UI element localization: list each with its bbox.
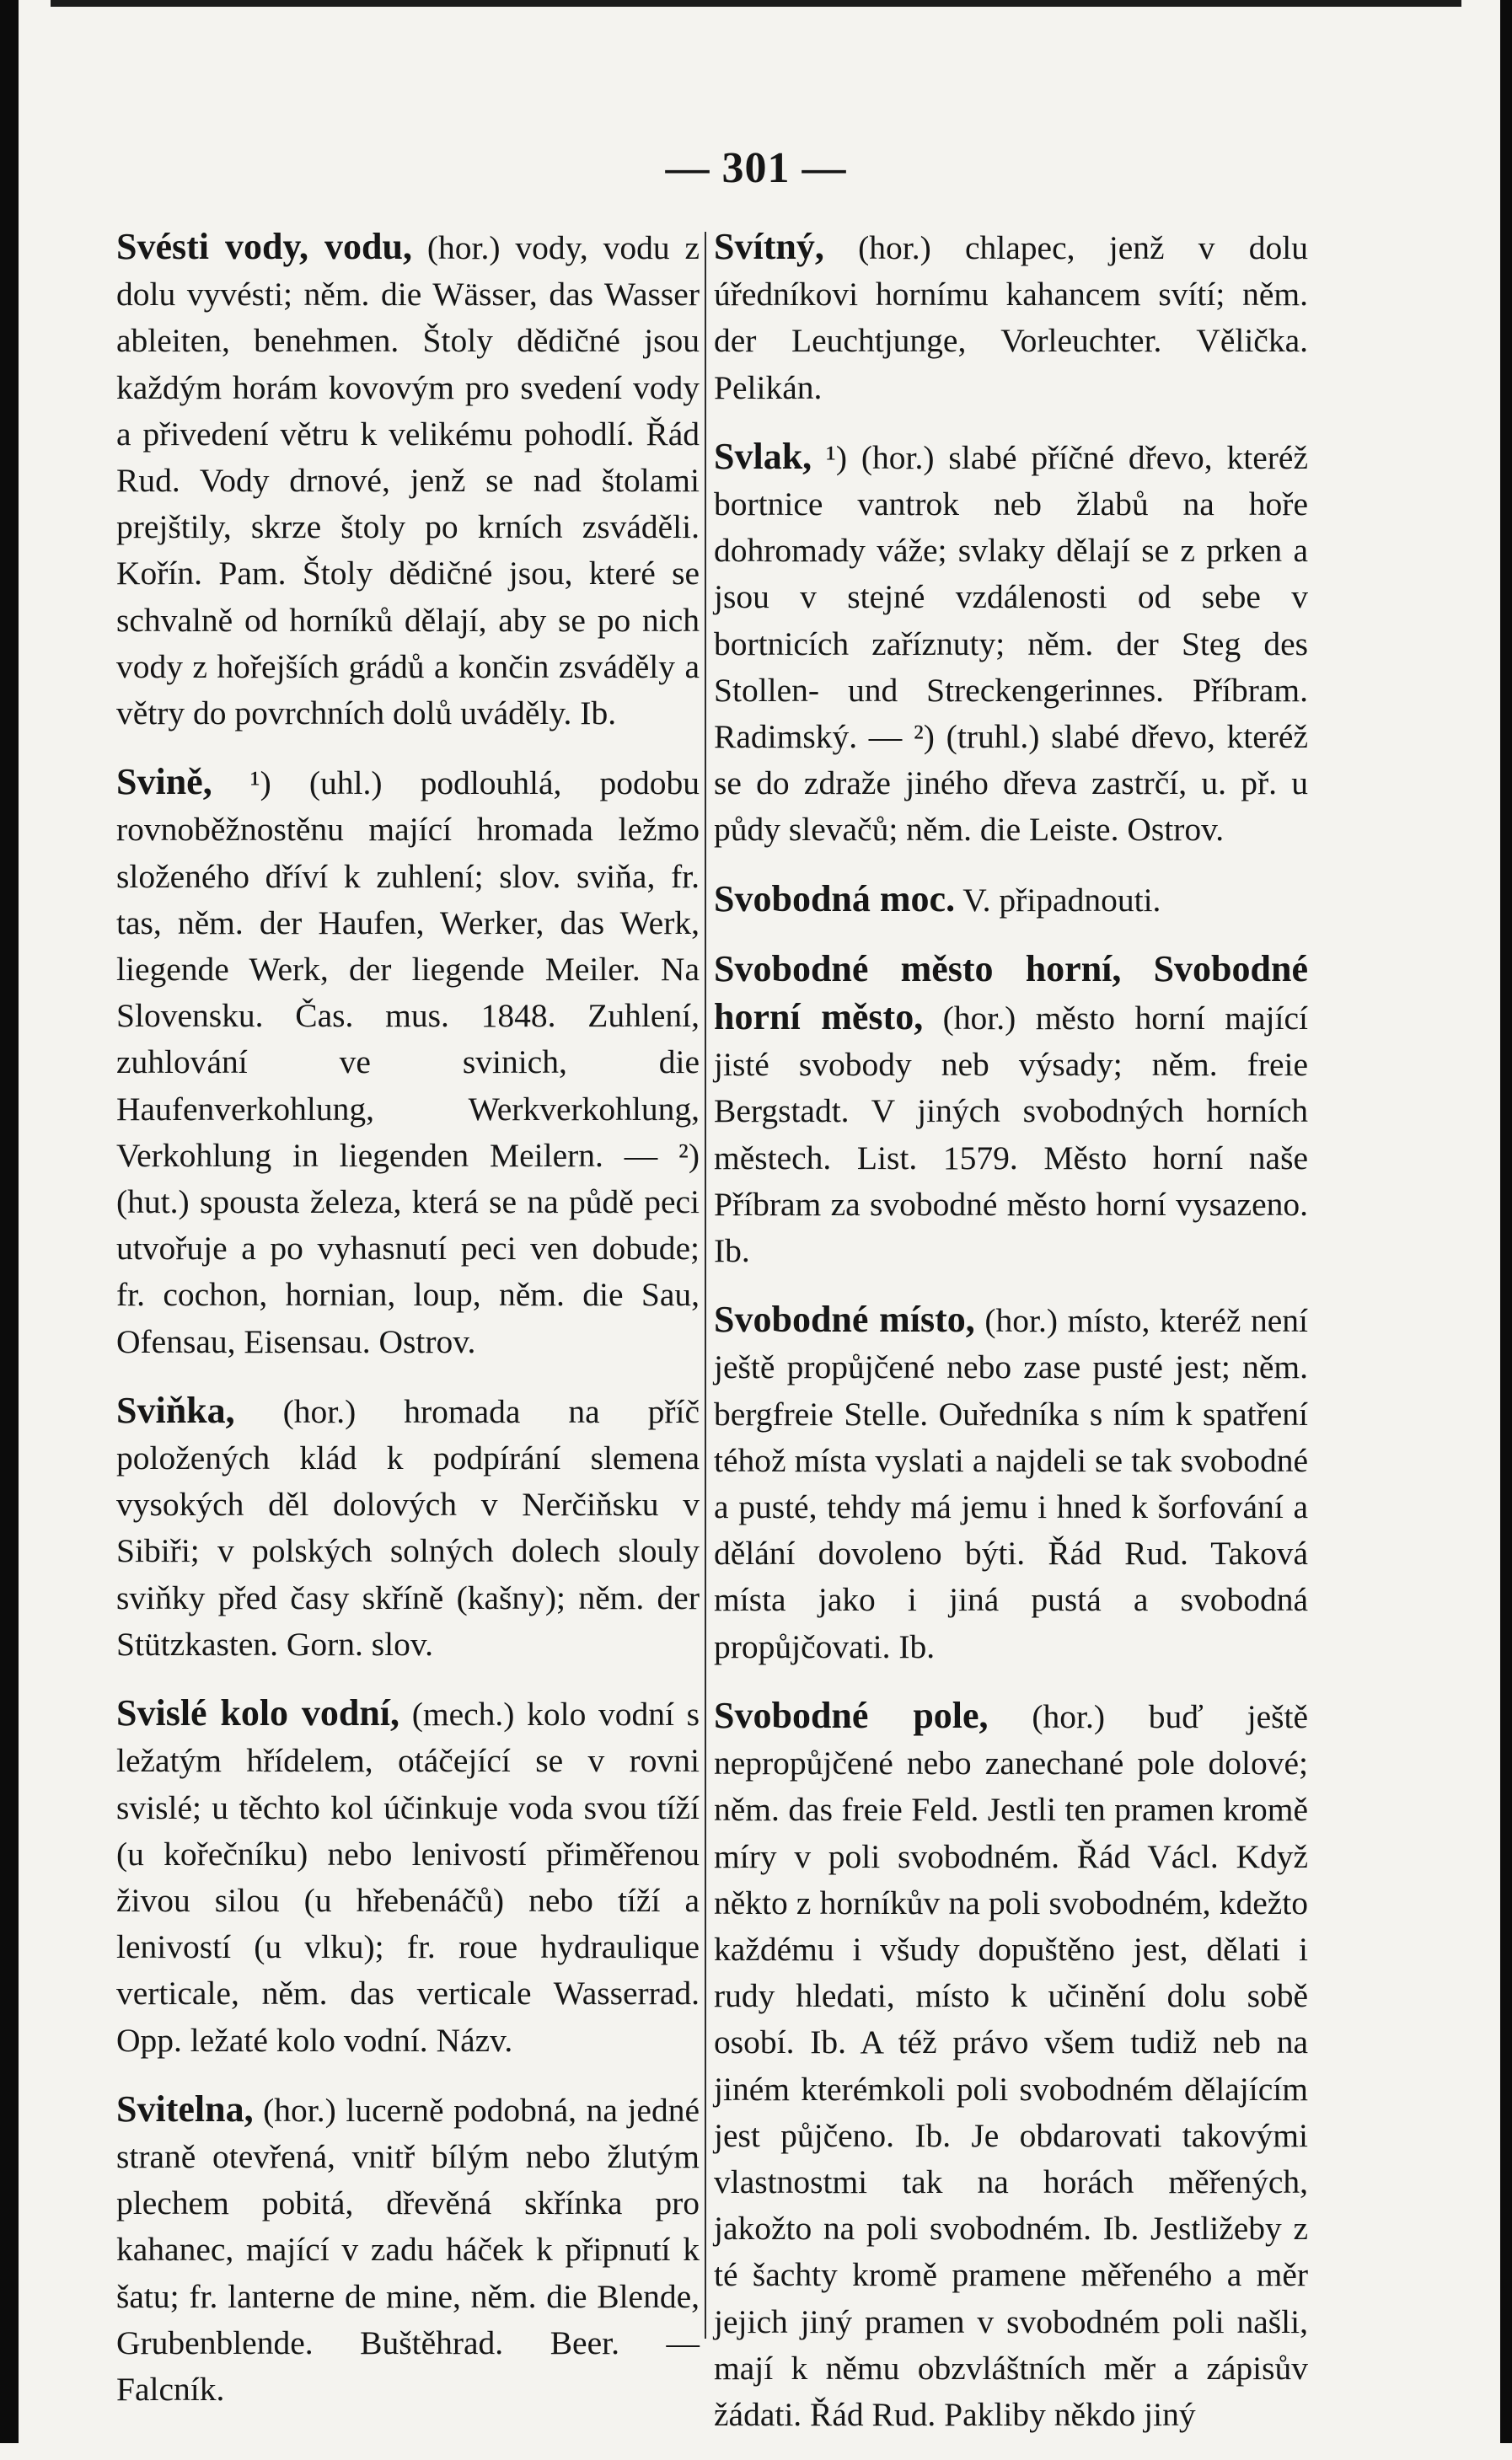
entry-text: ¹) (uhl.) podlouhlá, podobu rovnoběžnostěnu mající hromada ležmo složeného dříví k zuhlení; slov. sviňa, fr. tas, něm. der Haufen, Werker, das Werk, liegende Werk, der liegende Meiler. Na Slovensku. Čas. mus. 1848. Zuhlení, zuhlování ve svinich, die Haufenverkohlung, Werkverkohlung, Verkohlung in liegenden Meilern. — ²) (hut.) spousta železa, která se na půdě peci utvořuje a po vyhasnutí peci ven dobude; fr. cochon, hornian, loup, něm. die Sau, Ofensau, Eisensau. Ostrov. <box>116 764 700 1360</box>
entry-text: (hor.) hromada na příč položených klád k podpírání slemena vysokých děl dolových v Nerčiňsku v Sibiři; v polských solných dolech slouly sviňky před časy skříně (kašny); něm. der Stützkasten. Gorn. slov. <box>116 1392 700 1663</box>
entry <box>714 1296 1308 1670</box>
headword: Svésti vody, vodu, <box>116 226 412 267</box>
headword: Svobodné pole, <box>714 1694 989 1736</box>
scan-edge-left <box>0 0 19 2443</box>
headword: Svislé kolo vodní, <box>116 1692 400 1734</box>
entry-text: (hor.) chlapec, jenž v dolu úředníkovi hornímu kahancem svítí; něm. der Leuchtjunge, Vorleuchter. Vělička. Pelikán. <box>714 229 1309 406</box>
entry <box>714 1692 1308 2438</box>
headword: Svině, <box>116 761 212 803</box>
entry-text: (hor.) vody, vodu z dolu vyvésti; něm. die Wässer, das Wasser ableiten, benehmen. Štoly dědičné jsou každým horám kovovým pro svedení vody a přivedení větru k velikému pohodlí. Řád Rud. Vody drnové, jenž se nad štolami prejštily, skrze štoly po krních zsváděli. Kořín. Pam. Štoly dědičné jsou, které se schvalně od horníků dělají, aby se po nich vody z hořejších grádů a končin zsváděly a větry do povrchních dolů uváděly. Ib. <box>116 229 700 732</box>
entry-text: V. připadnouti. <box>962 881 1161 919</box>
entry-text: (hor.) místo, kteréž není ještě propůjčené nebo zase pusté jest; něm. bergfreie Stelle. Ouředníka s ním k spatření téhož místa vyslati a najdeli se tak svobodné a pusté, tehdy má jemu i hned k šorfování a dělání dovoleno býti. Řád Rud. Taková místa jako i jiná pustá a svobodná propůjčovati. Ib. <box>714 1302 1309 1665</box>
entry <box>714 223 1308 411</box>
entry <box>116 1690 700 2064</box>
entry-text: ¹) (hor.) slabé příčné dřevo, kteréž bortnice vantrok neb žlabů na hoře dohromady váže; svlaky dělají se z prken a jsou v stejné vzdálenosti od sebe v bortnicích zaříznuty; něm. der Steg des Stollen- und Streckengerinnes. Příbram. Radimský. — ²) (truhl.) slabé dřevo, kteréž se do zdraže jiného dřeva zastrčí, u. př. u půdy slevačů; něm. die Leiste. Ostrov. <box>714 438 1308 849</box>
headword: Svítný, <box>714 226 824 267</box>
entry <box>116 223 700 737</box>
headword: Svlak, <box>714 435 812 477</box>
right-column <box>714 223 1308 2460</box>
entry <box>714 946 1308 1274</box>
column-divider <box>705 232 706 2339</box>
entry-text: (hor.) město horní mající jisté svobody neb výsady; něm. freie Bergstadt. V jiných svobodných horních městech. List. 1579. Město horní naše Příbram za svobodné město horní vysazeno. Ib. <box>714 1000 1308 1270</box>
headword: Svobodné místo, <box>714 1299 975 1341</box>
headword: Svobodná moc. <box>714 877 956 919</box>
headword: Svitelna, <box>116 2088 254 2130</box>
entry-text: (hor.) buď ještě nepropůjčené nebo zanechané pole dolové; něm. das freie Feld. Jestli ten pramen kromě míry v poli svobodném. Řád Václ. Když někto z horníkův na poli svobodném, kdežto každému i všudy dopuštěno jest, dělati i rudy hledati, místo k učinění dolu sobě osobí. Ib. A též právo všem tudiž neb na jiném kterémkoli poli svobodném dělajícím jest půjčeno. Ib. Je obdarovati takovými vlastnostmi tak na horách měřených, jakožto na poli svobodném. Ib. Jestližeby z té šachty kromě pramene měřeného a měr jejich jiný pramen v svobodném poli našli, mají k němu obzvláštních měr a zápisův žádati. Řád Rud. Pakliby někdo jiný <box>714 1697 1309 2433</box>
headword: Sviňka, <box>116 1389 235 1431</box>
page-number: — 301 — <box>665 144 847 192</box>
entry <box>116 2086 700 2413</box>
headword: Svobodné město horní, Svobodné horní město, <box>714 947 1308 1038</box>
entry <box>714 433 1308 854</box>
entry-text: (hor.) lucerně podobná, na jedné straně otevřená, vnitř bílým nebo žlutým plechem pobitá, dřevěná skřínka pro kahanec, mající v zadu háček k připnutí k šatu; fr. lanterne de mine, něm. die Blende, Grubenblende. Buštěhrad. Beer. — Falcník. <box>116 2091 700 2408</box>
scan-edge-right <box>1500 0 1512 2443</box>
scan-edge-top <box>51 0 1461 7</box>
entry <box>116 758 700 1365</box>
left-column <box>116 223 700 2435</box>
entry <box>714 876 1308 924</box>
entry <box>116 1387 700 1668</box>
entry-text: (mech.) kolo vodní s ležatým hřídelem, otáčející se v rovni svislé; u těchto kol účinkuje voda svou tíží (u kořečníku) nebo lenivostí přiměřenou živou silou (u hřebenáčů) nebo tíží a lenivostí (u vlku); fr. roue hydraulique verticale, něm. das verticale Wasserrad. Opp. ležaté kolo vodní. Názv. <box>116 1696 700 2059</box>
